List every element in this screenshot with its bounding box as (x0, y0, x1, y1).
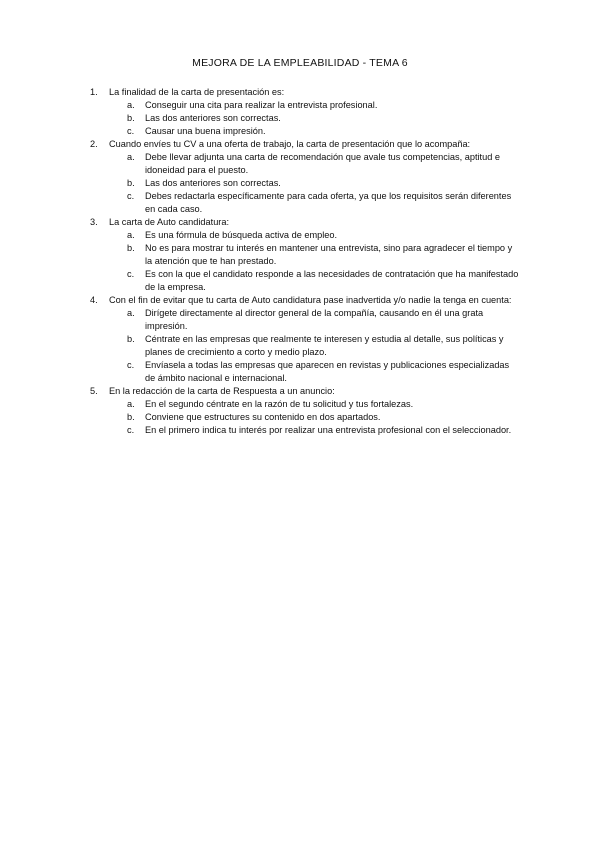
answer-text: Debes redactarla específicamente para cada oferta, ya que los requisitos serán diferentes en cada caso. (145, 191, 512, 214)
answer-letter: b. (127, 113, 135, 123)
answer-list (109, 99, 520, 138)
answer-text: Dirígete directamente al director general de la compañía, causando en él una grata impresión. (145, 308, 484, 331)
answer-letter: b. (127, 178, 135, 188)
question-number: 1. (90, 87, 98, 97)
answer-letter: c. (127, 126, 135, 136)
answer-letter: a. (127, 230, 135, 240)
answer-option (109, 398, 520, 411)
answer-option (109, 151, 520, 177)
question-list (88, 86, 520, 437)
answer-option (109, 333, 520, 359)
question-item (88, 138, 520, 216)
question-number: 3. (90, 217, 98, 227)
answer-letter: a. (127, 100, 135, 110)
answer-option (109, 125, 520, 138)
question-text: La finalidad de la carta de presentación es: (109, 87, 285, 97)
answer-text: Conseguir una cita para realizar la entrevista profesional. (145, 100, 378, 110)
answer-letter: b. (127, 334, 135, 344)
answer-option (109, 307, 520, 333)
answer-list (109, 151, 520, 216)
answer-letter: c. (127, 269, 135, 279)
answer-option (109, 359, 520, 385)
question-text: La carta de Auto candidatura: (109, 217, 230, 227)
question-item (88, 294, 520, 385)
answer-option (109, 112, 520, 125)
answer-letter: b. (127, 412, 135, 422)
question-number: 4. (90, 295, 98, 305)
answer-option (109, 190, 520, 216)
answer-letter: c. (127, 360, 135, 370)
answer-letter: c. (127, 425, 135, 435)
question-text: Cuando envíes tu CV a una oferta de trabajo, la carta de presentación que lo acompaña: (109, 139, 471, 149)
answer-text: Es con la que el candidato responde a las necesidades de contratación que ha manifestado de la empresa. (145, 269, 519, 292)
answer-text: Causar una buena impresión. (145, 126, 266, 136)
document-title: MEJORA DE LA EMPLEABILIDAD - TEMA 6 (192, 57, 408, 69)
answer-letter: c. (127, 191, 135, 201)
answer-option (109, 424, 520, 437)
answer-letter: b. (127, 243, 135, 253)
question-text: Con el fin de evitar que tu carta de Auto candidatura pase inadvertida y/o nadie la tenga en cuenta: (109, 295, 512, 305)
answer-text: Las dos anteriores son correctas. (145, 113, 281, 123)
answer-list (109, 229, 520, 294)
answer-option (109, 99, 520, 112)
answer-text: Envíasela a todas las empresas que aparecen en revistas y publicaciones especializadas de ámbito nacional e internacional. (145, 360, 510, 383)
answer-text: Las dos anteriores son correctas. (145, 178, 281, 188)
question-number: 2. (90, 139, 98, 149)
question-item (88, 385, 520, 437)
answer-text: Conviene que estructures su contenido en dos apartados. (145, 412, 381, 422)
answer-option (109, 268, 520, 294)
answer-option (109, 177, 520, 190)
answer-text: En el segundo céntrate en la razón de tu solicitud y tus fortalezas. (145, 399, 414, 409)
answer-text: No es para mostrar tu interés en mantener una entrevista, sino para agradecer el tiempo y la atención que te han prestado. (145, 243, 513, 266)
answer-letter: a. (127, 152, 135, 162)
answer-option (109, 229, 520, 242)
answer-letter: a. (127, 399, 135, 409)
question-text: En la redacción de la carta de Respuesta a un anuncio: (109, 386, 335, 396)
answer-list (109, 307, 520, 385)
question-item (88, 86, 520, 138)
answer-text: Debe llevar adjunta una carta de recomendación que avale tus competencias, aptitud e idoneidad para el puesto. (145, 152, 500, 175)
question-item (88, 216, 520, 294)
answer-text: Céntrate en las empresas que realmente te interesen y estudia al detalle, sus políticas y planes de crecimiento a corto y medio plazo. (145, 334, 504, 357)
answer-letter: a. (127, 308, 135, 318)
answer-text: En el primero indica tu interés por realizar una entrevista profesional con el seleccionador. (145, 425, 512, 435)
answer-list (109, 398, 520, 437)
question-number: 5. (90, 386, 98, 396)
answer-option (109, 411, 520, 424)
answer-option (109, 242, 520, 268)
answer-text: Es una fórmula de búsqueda activa de empleo. (145, 230, 338, 240)
